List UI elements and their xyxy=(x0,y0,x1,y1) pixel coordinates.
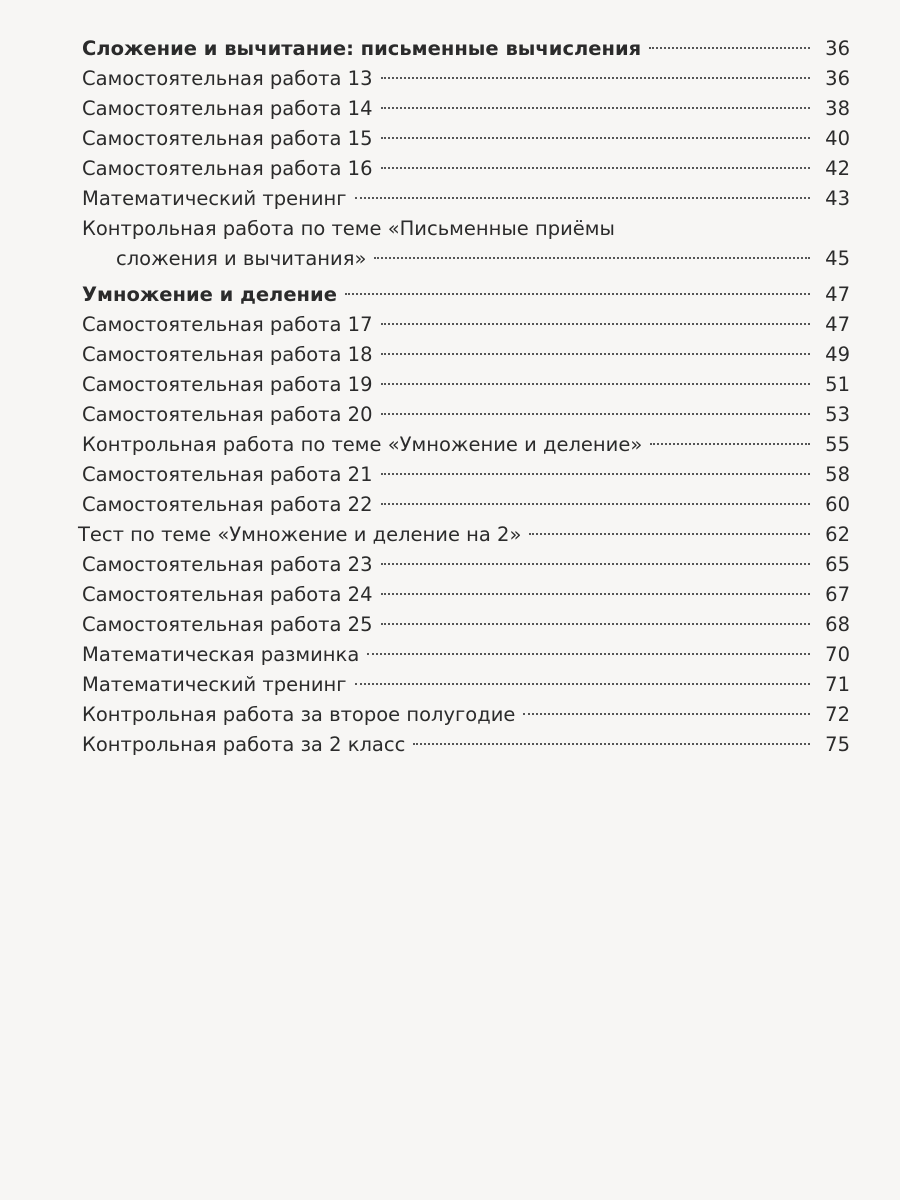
toc-entry xyxy=(0,370,900,400)
toc-entry-title: Самостоятельная работа 14 xyxy=(82,97,373,120)
toc-leader-dots xyxy=(367,653,810,655)
table-of-contents xyxy=(0,34,900,760)
toc-entry-title: Самостоятельная работа 13 xyxy=(82,67,373,90)
toc-leader-dots xyxy=(381,413,811,415)
toc-leader-dots xyxy=(381,137,811,139)
toc-entry xyxy=(0,430,900,460)
toc-entry xyxy=(0,124,900,154)
toc-entry xyxy=(0,340,900,370)
toc-leader-dots xyxy=(381,563,811,565)
toc-entry xyxy=(0,670,900,700)
toc-page-number: 47 xyxy=(825,283,850,306)
toc-entry-title: Самостоятельная работа 24 xyxy=(82,583,373,606)
toc-leader-dots xyxy=(649,47,810,49)
toc-page-number: 51 xyxy=(825,373,850,396)
toc-section-heading xyxy=(0,280,900,310)
toc-entry-title: Контрольная работа по теме «Умножение и деление» xyxy=(82,433,643,456)
toc-leader-dots xyxy=(381,503,811,505)
toc-leader-dots xyxy=(355,683,810,685)
toc-leader-dots xyxy=(523,713,810,715)
toc-page-number: 58 xyxy=(825,463,850,486)
toc-page-number: 53 xyxy=(825,403,850,426)
toc-leader-dots xyxy=(381,167,811,169)
toc-entry-title: Самостоятельная работа 23 xyxy=(82,553,373,576)
toc-entry-title-continued: сложения и вычитания» xyxy=(116,247,367,270)
toc-entry xyxy=(0,184,900,214)
toc-entry-title: Контрольная работа за второе полугодие xyxy=(82,703,516,726)
toc-leader-dots xyxy=(529,533,810,535)
toc-entry-title: Самостоятельная работа 15 xyxy=(82,127,373,150)
toc-entry-title: Самостоятельная работа 18 xyxy=(82,343,373,366)
toc-page-number: 49 xyxy=(825,343,850,366)
toc-leader-dots xyxy=(650,443,810,445)
toc-entry-title: Контрольная работа за 2 класс xyxy=(82,733,406,756)
toc-leader-dots xyxy=(374,257,810,259)
toc-page-number: 36 xyxy=(825,37,850,60)
toc-heading-title: Сложение и вычитание: письменные вычисления xyxy=(82,37,642,60)
toc-entry-wrapped-line2 xyxy=(0,244,900,274)
toc-entry-title: Математическая разминка xyxy=(82,643,360,666)
toc-entry xyxy=(0,550,900,580)
toc-entry-title: Самостоятельная работа 25 xyxy=(82,613,373,636)
toc-entry-title: Самостоятельная работа 19 xyxy=(82,373,373,396)
toc-page-number: 45 xyxy=(825,247,850,270)
toc-entry xyxy=(0,700,900,730)
toc-entry-title: Самостоятельная работа 16 xyxy=(82,157,373,180)
toc-page-number: 43 xyxy=(825,187,850,210)
toc-heading-title: Умножение и деление xyxy=(82,283,337,306)
toc-entry xyxy=(0,94,900,124)
toc-entry-title: Самостоятельная работа 20 xyxy=(82,403,373,426)
toc-entry xyxy=(0,610,900,640)
toc-page-number: 38 xyxy=(825,97,850,120)
toc-leader-dots xyxy=(381,107,811,109)
toc-leader-dots xyxy=(345,293,810,295)
toc-leader-dots xyxy=(381,473,811,475)
toc-entry-title: Тест по теме «Умножение и деление на 2» xyxy=(78,523,522,546)
toc-page-number: 75 xyxy=(825,733,850,756)
toc-entry xyxy=(0,310,900,340)
toc-entry xyxy=(0,154,900,184)
toc-entry xyxy=(0,490,900,520)
toc-page-number: 71 xyxy=(825,673,850,696)
toc-entry-title: Математический тренинг xyxy=(82,673,347,696)
toc-page-number: 65 xyxy=(825,553,850,576)
toc-entry xyxy=(0,460,900,490)
toc-page-number: 70 xyxy=(825,643,850,666)
toc-entry-title: Математический тренинг xyxy=(82,187,347,210)
toc-page-number: 68 xyxy=(825,613,850,636)
toc-entry-wrapped-line1 xyxy=(0,214,900,244)
toc-page-number: 60 xyxy=(825,493,850,516)
toc-leader-dots xyxy=(355,197,810,199)
toc-page-number: 47 xyxy=(825,313,850,336)
toc-entry xyxy=(0,400,900,430)
toc-entry xyxy=(0,64,900,94)
toc-leader-dots xyxy=(381,353,811,355)
toc-page-number: 67 xyxy=(825,583,850,606)
toc-entry-title: Самостоятельная работа 21 xyxy=(82,463,373,486)
toc-leader-dots xyxy=(413,743,810,745)
toc-entry-title: Контрольная работа по теме «Письменные приёмы xyxy=(82,217,615,240)
toc-leader-dots xyxy=(381,77,811,79)
toc-leader-dots xyxy=(381,623,811,625)
toc-page-number: 42 xyxy=(825,157,850,180)
toc-entry xyxy=(0,520,900,550)
toc-entry xyxy=(0,730,900,760)
toc-entry xyxy=(0,580,900,610)
toc-page-number: 72 xyxy=(825,703,850,726)
toc-leader-dots xyxy=(381,593,811,595)
toc-page-number: 40 xyxy=(825,127,850,150)
toc-page-number: 55 xyxy=(825,433,850,456)
toc-entry xyxy=(0,640,900,670)
toc-page-number: 36 xyxy=(825,67,850,90)
toc-page-number: 62 xyxy=(825,523,850,546)
toc-entry-title: Самостоятельная работа 22 xyxy=(82,493,373,516)
toc-section-heading xyxy=(0,34,900,64)
toc-leader-dots xyxy=(381,323,811,325)
toc-entry-title: Самостоятельная работа 17 xyxy=(82,313,373,336)
toc-leader-dots xyxy=(381,383,811,385)
